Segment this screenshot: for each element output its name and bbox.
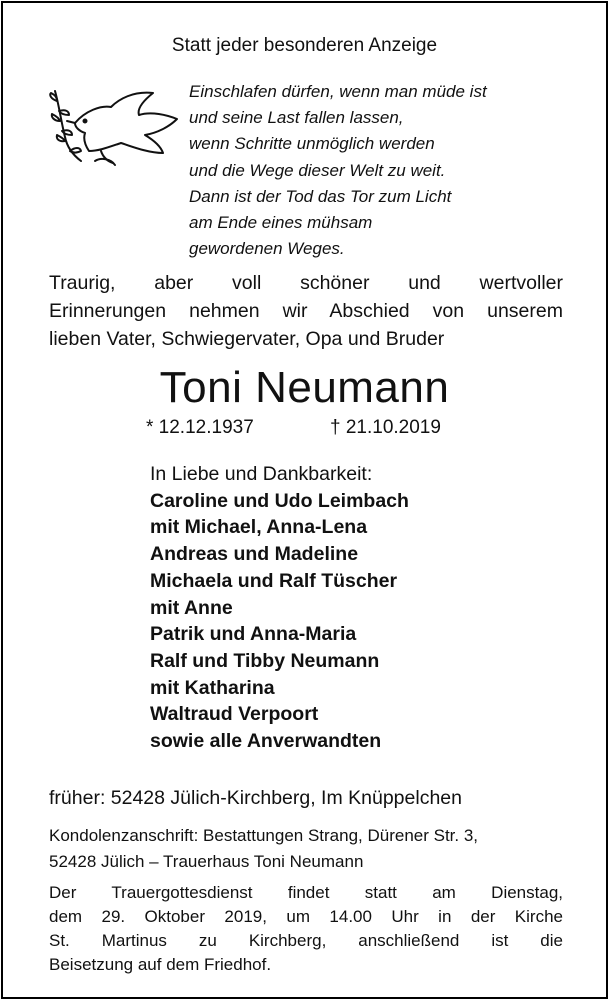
service-line: Der Trauergottesdienst findet statt am Dienstag, [49,883,563,902]
service-line: Beisetzung auf dem Friedhof. [49,955,272,974]
service-line: dem 29. Oktober 2019, um 14.00 Uhr in der Kirche [49,907,563,926]
mourner: mit Michael, Anna-Lena [150,516,368,539]
poem-line: am Ende eines mühsam [189,213,373,233]
mourner: sowie alle Anverwandten [150,730,382,753]
mourner: Michaela und Ralf Tüscher [150,569,398,592]
birth-date: * 12.12.1937 [146,417,254,438]
poem [189,79,487,262]
condolence-line: 52428 Jülich – Trauerhaus Toni Neumann [49,852,364,871]
mourner: Patrik und Anna-Maria [150,623,357,646]
funeral-service-info [49,881,563,977]
mourner: Caroline und Udo Leimbach [150,489,409,512]
former-address: früher: 52428 Jülich-Kirchberg, Im Knüppelchen [49,787,462,809]
deceased-name: Toni Neumann [159,363,450,412]
mourner: Waltraud Verpoort [150,703,319,726]
death-date: † 21.10.2019 [330,417,441,438]
poem-line: und die Wege dieser Welt zu weit. [189,160,446,180]
obituary-notice [1,1,608,999]
poem-line: wenn Schritte unmöglich werden [189,134,435,154]
intro-line: Traurig, aber voll schöner und wertvoller [49,272,563,294]
mourner: mit Anne [150,596,233,619]
notice-heading: Statt jeder besonderen Anzeige [171,35,438,56]
poem-line: gewordenen Weges. [189,239,345,259]
dove-with-olive-branch-icon [45,81,185,169]
mourner: Ralf und Tibby Neumann [150,649,380,672]
intro-text [49,269,563,353]
intro-line: Erinnerungen nehmen wir Abschied von unserem [49,300,563,322]
condolence-line: Kondolenzanschrift: Bestattungen Strang, Dürener Str. 3, [49,826,479,845]
condolence-address [49,823,563,875]
mourner: Andreas und Madeline [150,543,359,566]
service-line: St. Martinus zu Kirchberg, anschließend ist die [49,931,563,950]
mourner: mit Katharina [150,676,275,699]
mourners-list [150,461,409,755]
mourners-lead: In Liebe und Dankbarkeit: [150,463,373,485]
poem-line: und seine Last fallen lassen, [189,108,404,128]
intro-line: lieben Vater, Schwiegervater, Opa und Bruder [49,328,445,350]
poem-line: Dann ist der Tod das Tor zum Licht [189,186,452,206]
poem-line: Einschlafen dürfen, wenn man müde ist [189,82,487,101]
